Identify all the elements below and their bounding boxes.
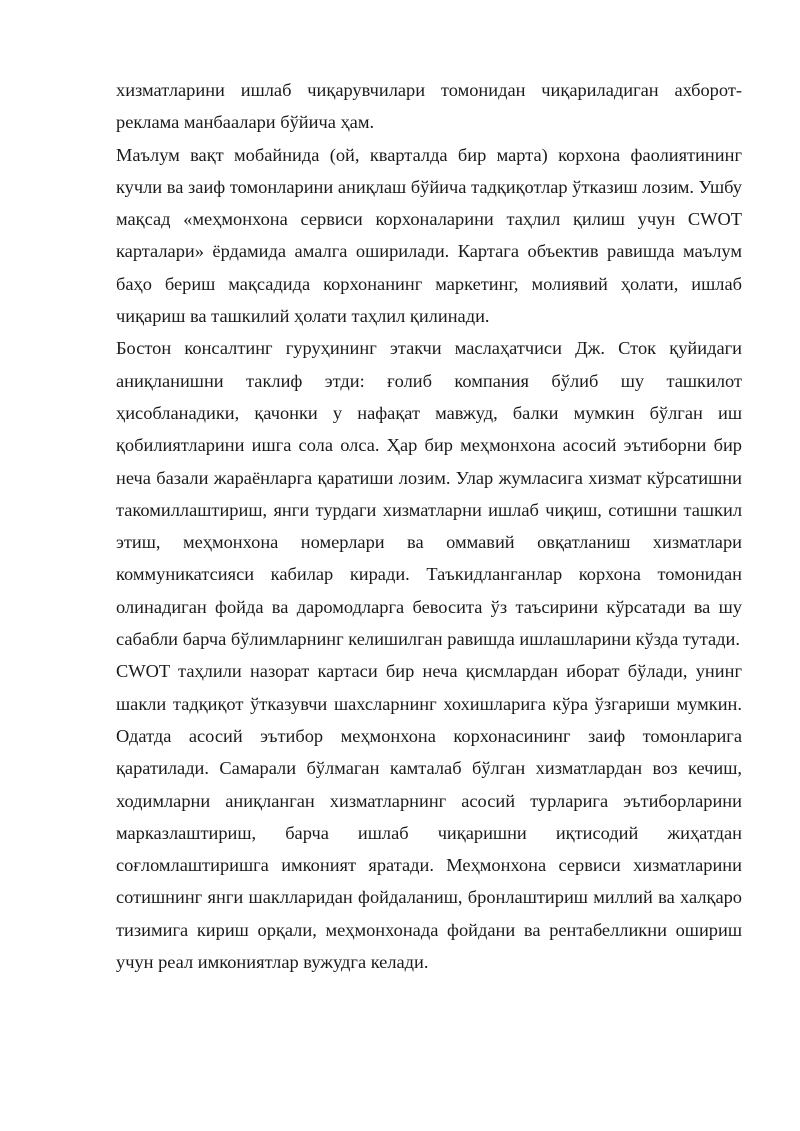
paragraph-boston-consulting: Бостон консалтинг гуруҳининг этакчи маслаҳатчиси Дж. Сток қуйидаги аниқланишни таклиф этди: ғолиб компания бўлиб шу ташкилот ҳисобланадики, қачонки у нафақат мавжуд, балки мумкин бўлган иш қобилиятларини ишга сола олса. Ҳар бир меҳмонхона асосий эътиборни бир неча базали жараёнларга қаратиши лозим. Улар жумласига хизмат кўрсатишни такомиллаштириш, янги турдаги хизматларни ишлаб чиқиш, сотишни ташкил этиш, меҳмонхона номерлари ва оммавий овқатланиш хизматлари коммуникатсияси кабилар киради. Таъкидланганлар корхона томонидан олинадиган фойда ва даромодларга бевосита ўз таъсирини кўрсатади ва шу сабабли барча бўлимларнинг келишилган равишда ишлашларини кўзда тутади.: [116, 338, 742, 650]
paragraph-cwot-analysis: CWOT таҳлили назорат картаси бир неча қисмлардан иборат бўлади, унинг шакли тадқиқот ўтказувчи шахсларнинг хохишларига кўра ўзгариши мумкин. Одатда асосий эътибор меҳмонхона корхонасининг заиф томонларига қаратилади. Самарали бўлмаган камталаб бўлган хизматлардан воз кечиш, ходимларни аниқланган хизматларнинг асосий турларига эътиборларини марказлаштириш, барча ишлаб чиқаришни иқтисодий жиҳатдан соғломлаштиришга имконият яратади. Меҳмонхона сервиси хизматларини сотишнинг янги шаклларидан фойдаланиш, бронлаштириш миллий ва халқаро тизимига кириш орқали, меҳмонхонада фойдани ва рентабелликни ошириш учун реал имкониятлар вужудга келади.: [116, 661, 742, 973]
document-page: [116, 74, 742, 978]
paragraph-cwot-research: Маълум вақт мобайнида (ой, кварталда бир марта) корхона фаолиятининг кучли ва заиф томонларини аниқлаш бўйича тадқиқотлар ўтказиш лозим. Ушбу мақсад «меҳмонхона сервиси корхоналарини таҳлил қилиш учун CWOT карталари» ёрдамида амалга оширилади. Картага объектив равишда маълум баҳо бериш мақсадида корхонанинг маркетинг, молиявий ҳолати, ишлаб чиқариш ва ташкилий ҳолати таҳлил қилинади.: [116, 144, 742, 327]
paragraph-continuation: хизматларини ишлаб чиқарувчилари томонидан чиқариладиган ахборот-реклама манбаалари бўйича ҳам.: [116, 80, 742, 133]
